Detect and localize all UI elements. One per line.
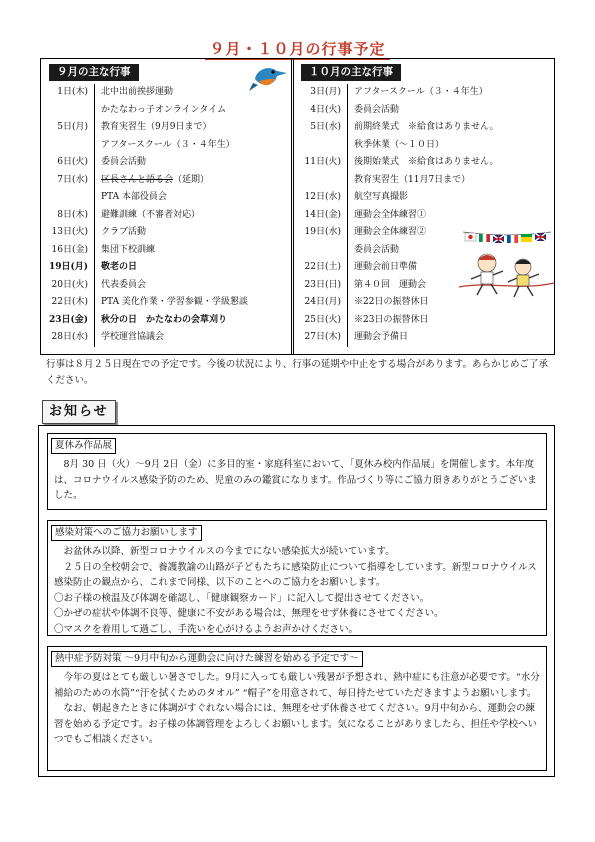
event-date: 14日(金) (294, 207, 348, 225)
event-text (95, 172, 209, 190)
event-date: 4日(火) (294, 102, 348, 120)
schedule-note: 行事は８月２５日現在での予定です。今後の状況により、行事の延期や中止をする場合があります。あらかじめご了承ください。 (46, 359, 548, 386)
notice-paragraph: 〇お子様の検温及び体調を確認し、「健康観察カード」に記入して提出させてください。 (54, 592, 430, 604)
event-text: 運動会全体練習① (354, 209, 427, 220)
event-text: 委員会活動 (354, 104, 400, 115)
september-event-row (41, 137, 291, 155)
event-text: 航空写真撮影 (354, 192, 409, 202)
event-text: 秋分の日 かたなわの会草刈り (101, 314, 228, 325)
event-text: PTA 美化作業・学習参観・学級懇談 (101, 297, 248, 307)
event-text: ※22日の振替休日 (354, 297, 429, 307)
notice-paragraph: 今年の夏はとても厳しい暑さでした。9月に入っても厳しい残暑が予想され、熱中症にも注意が必要です。“水分補給のための水筒”“汗を拭くためのタオル” “帽子”を用意されて、毎日持たせていただきますようお願いします。 (54, 672, 540, 699)
september-event-row (41, 102, 291, 120)
notice-paragraph: お盆休み以降、新型コロナウイルスの今までにない感染拡大が続いています。 (54, 546, 395, 557)
event-date: 19日(水) (294, 224, 348, 242)
event-date: 5日(水) (294, 119, 348, 137)
event-date: 16日(金) (41, 242, 95, 260)
notice-summer-exhibition (47, 433, 547, 510)
event-date (41, 102, 95, 120)
october-event-row (294, 137, 554, 155)
notice-infection-control (47, 520, 547, 636)
notice-paragraph: ２５日の全校朝会で、養護教諭の山路が子どもたちに感染防止について指導をしています。新型コロナウイルス感染防止の観点から、これまで同様、以下のことへのご協力をお願いします。 (54, 561, 537, 588)
september-event-row (41, 294, 291, 312)
event-date: 6日(火) (41, 154, 95, 172)
september-event-row (41, 154, 291, 172)
event-text: 秋季休業（～１０日） (354, 139, 445, 150)
event-date: 13日(火) (41, 224, 95, 242)
event-text: 敬老の日 (101, 262, 138, 272)
event-date: 8日(木) (41, 207, 95, 225)
october-list (294, 84, 554, 347)
event-text: クラブ活動 (101, 227, 147, 237)
running-children-icon (459, 247, 554, 305)
event-date: 22日(土) (294, 259, 348, 277)
event-text: ※23日の振替休日 (354, 314, 429, 325)
october-event-row (294, 312, 554, 330)
september-event-row (41, 312, 291, 330)
event-date: 23日(日) (294, 277, 348, 295)
event-text: PTA 本部役員会 (101, 192, 167, 202)
notice-heading: 夏休み作品展 (51, 438, 116, 454)
event-text: 第４０回 運動会 (354, 279, 427, 290)
event-date (41, 189, 95, 207)
event-date: 19日(月) (41, 259, 95, 277)
notice-paragraph: 8月 30 日（火）～9月 2日（金）に多目的室・家庭科室において、「夏休み校内作品展」を開催します。本年度は、コロナウイルス感染予防のため、児童のみの鑑賞になります。作品づくり等にご協力頂きありがとうございました。 (54, 459, 537, 501)
event-text: 運動会全体練習② (354, 227, 427, 237)
event-date (294, 172, 348, 190)
event-text: 運動会予備日 (354, 332, 409, 342)
event-text-note: （延期） (173, 174, 210, 185)
oshirase-heading: お知らせ (42, 400, 116, 424)
september-event-row (41, 277, 291, 295)
notice-heading: 熱中症予防対策 ～9月中旬から運動会に向けた練習を始める予定です～ (51, 651, 363, 667)
event-text: 北中出前挨拶運動 (101, 87, 174, 97)
event-date: 25日(火) (294, 312, 348, 330)
schedule-table (40, 58, 555, 355)
event-text-struck: 区長さんと語る会 (101, 174, 174, 185)
event-date: 28日(水) (41, 329, 95, 347)
september-event-row (41, 259, 291, 277)
event-date: 24日(月) (294, 294, 348, 312)
september-event-row (41, 329, 291, 347)
event-date: 1日(木) (41, 84, 95, 102)
notice-paragraph: 〇かぜの症状や体調不良等、健康に不安がある場合は、無理をせず休養にさせてください。 (54, 608, 444, 619)
event-text: 委員会活動 (354, 244, 400, 255)
event-date: 7日(水) (41, 172, 95, 190)
october-event-row (294, 189, 554, 207)
event-text: 教育実習生（9月9日まで） (101, 122, 212, 132)
october-heading: １０月の主な行事 (301, 64, 401, 81)
event-date: 23日(金) (41, 312, 95, 330)
event-text: 後期始業式 ※給食はありません。 (354, 157, 499, 167)
event-text: 学校運営協議会 (101, 332, 165, 342)
event-text: 前期終業式 ※給食はありません。 (354, 122, 499, 132)
september-event-row (41, 119, 291, 137)
september-list (41, 84, 291, 347)
october-event-row (294, 207, 554, 225)
october-event-row (294, 102, 554, 120)
kingfisher-bird-icon (249, 61, 289, 93)
october-event-row (294, 84, 554, 102)
event-date: 22日(木) (41, 294, 95, 312)
event-text: 教育実習生（11月7日まで） (354, 174, 471, 185)
september-event-row (41, 242, 291, 260)
event-text: アフタースクール（３・４年生） (354, 87, 488, 97)
event-date: 20日(火) (41, 277, 95, 295)
september-event-row (41, 207, 291, 225)
event-text: かたなわっ子オンラインタイム (101, 104, 227, 115)
october-event-row (294, 172, 554, 190)
event-date: 27日(木) (294, 329, 348, 347)
notice-heading: 感染対策へのご協力お願いします (51, 525, 202, 541)
event-date (294, 137, 348, 155)
september-event-row (41, 189, 291, 207)
event-date: 12日(水) (294, 189, 348, 207)
event-text: 集団下校訓練 (101, 244, 156, 255)
notice-heatstroke-prevention (47, 646, 547, 771)
event-text: 代表委員会 (101, 279, 147, 290)
october-event-row (294, 154, 554, 172)
september-event-row (41, 224, 291, 242)
event-date: 11日(火) (294, 154, 348, 172)
september-heading: ９月の主な行事 (49, 64, 139, 81)
october-event-row (294, 329, 554, 347)
event-date (41, 137, 95, 155)
flags-garland-icon (463, 229, 551, 245)
notice-paragraph: 〇マスクを着用して過ごし、手洗いを心がけるようお声かけください。 (54, 623, 359, 635)
october-event-row (294, 119, 554, 137)
september-event-row (41, 172, 291, 190)
event-text: アフタースクール（３・４年生） (101, 139, 235, 150)
event-text: 運動会前日準備 (354, 262, 418, 272)
event-date: 3日(月) (294, 84, 348, 102)
page-title: ９月・１０月の行事予定 (0, 38, 595, 59)
event-text: 委員会活動 (101, 157, 147, 167)
event-date (294, 242, 348, 260)
notice-paragraph: なお、朝起きたときに体調がすぐれない場合には、無理をせず休養させてください。9月中旬から、運動会の練習を始める予定です。お子様の体調管理をよろしくお願いします。気になることがありましたら、担任や学校へいつでもご相談ください。 (54, 703, 537, 745)
event-text: 避難訓練（不審者対応） (101, 209, 201, 220)
event-date: 5日(月) (41, 119, 95, 137)
